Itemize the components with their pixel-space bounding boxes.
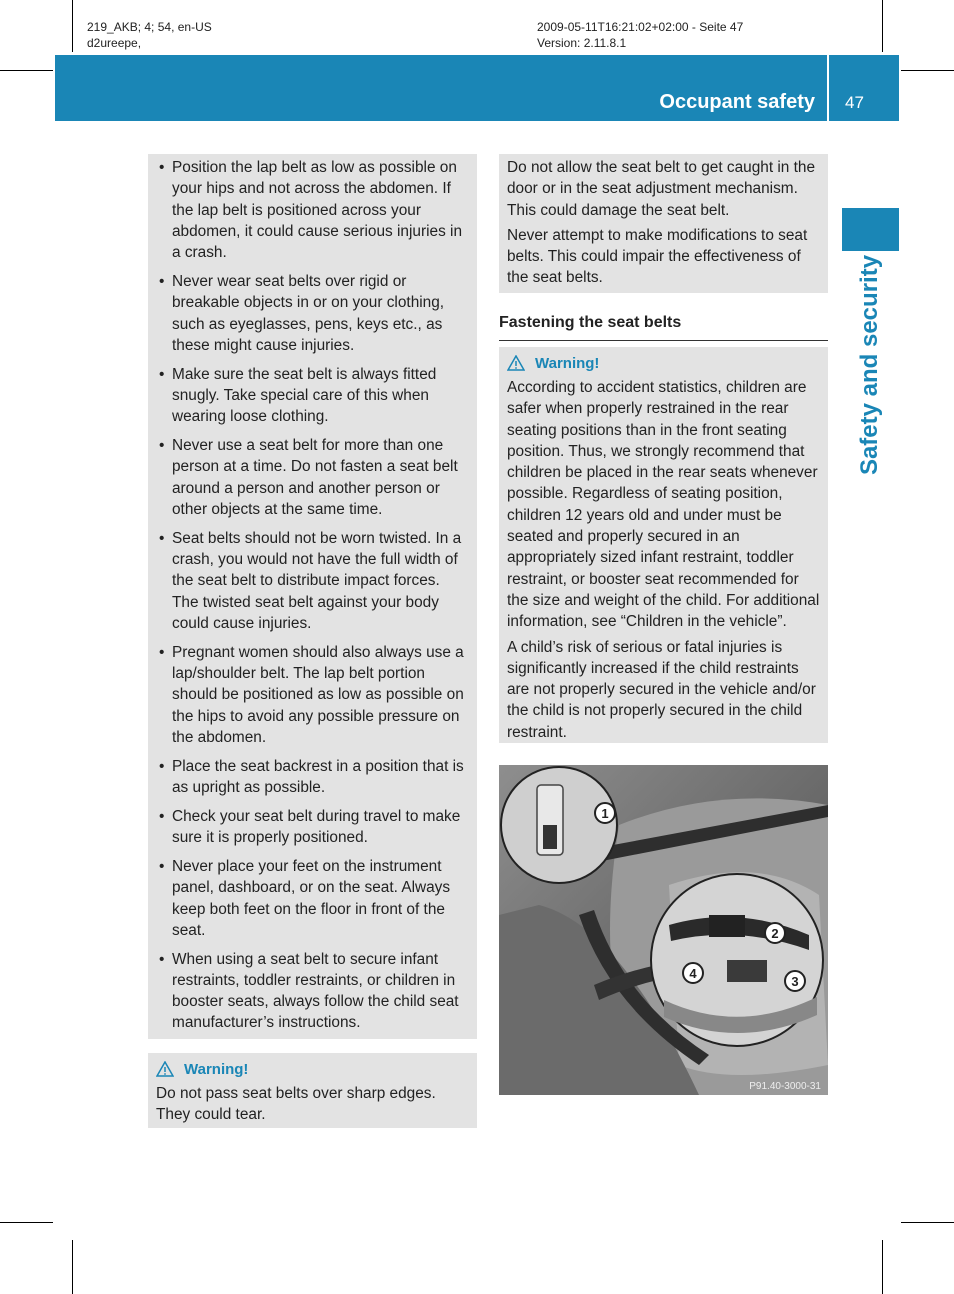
warning-text: Do not pass seat belts over sharp edges. They could tear. [156,1085,436,1124]
list-item: • When using a seat belt to secure infant restraints, toddler restraints, or children in booster seats, always follow the child seat manufacturer’s instructions. [159,950,459,1032]
crop-mark [882,0,883,52]
print-meta-left [87,19,212,51]
bullet-text: Seat belts should not be worn twisted. In a crash, you would not have the full width of the seat belt to distribute impact forces. The twisted seat belt against your body could cause injuries. [172,529,462,632]
list-item: • Place the seat backrest in a position that is as upright as possible. [159,757,464,797]
page-title: Occupant safety [659,91,815,113]
meta-line: 2009-05-11T16:21:02+02:00 - Seite 47 [537,20,744,34]
callout-3-icon [785,971,805,991]
warning-box [148,1053,477,1128]
list-item: • Position the lap belt as low as possible on your hips and not across the abdomen. If the lap belt is positioned across your abdomen, it could cause serious injuries in a crash. [159,159,463,262]
header-divider [827,55,829,121]
crop-mark [72,1240,73,1294]
crop-mark [72,0,73,52]
list-item: • Never wear seat belts over rigid or breakable objects in or on your clothing, such as eyeglasses, pens, keys etc., as these might cause injuries. [159,272,445,354]
bullet-text: When using a seat belt to secure infant restraints, toddler restraints, or children in booster seats, always follow the child seat manufacturer’s instructions. [172,950,459,1032]
warning-triangle-icon [156,1061,174,1077]
bullet-text: Position the lap belt as low as possible on your hips and not across the abdomen. If the lap belt is positioned across your abdomen, it could cause serious injuries in a crash. [172,159,463,262]
crop-mark [901,70,954,71]
meta-line: Version: 2.11.8.1 [537,36,627,50]
warning-label: Warning! [535,354,600,372]
callout-4-icon [683,963,703,983]
warning-heading [156,1058,469,1080]
page-number: 47 [845,93,864,112]
paragraph: Do not allow the seat belt to get caught in the door or in the seat adjustment mechanism. This could damage the seat belt. [507,159,816,219]
seat-belt-photo [499,765,828,1095]
safety-notes-box [148,154,477,1039]
child-warning-box [499,347,828,743]
warning-heading [507,352,820,374]
bullet-text: Never use a seat belt for more than one person at a time. Do not fasten a seat belt around a person and another person or other objects at the same time. [172,437,458,518]
section-heading: Fastening the seat belts [499,314,828,341]
list-item: • Pregnant women should also always use a lap/shoulder belt. The lap belt portion should be positioned as low as possible on the hips to avoid any possible pressure on the abdomen. [159,643,464,746]
warning-triangle-icon [507,355,525,371]
callout-number: 3 [791,974,799,989]
callout-2-icon [765,923,785,943]
bullet-text: Place the seat backrest in a position that is as upright as possible. [172,757,464,797]
list-item: • Never use a seat belt for more than one person at a time. Do not fasten a seat belt around a person and another person or other objects at the same time. [159,437,458,518]
callout-number: 2 [771,926,779,941]
bullet-text: Pregnant women should also always use a lap/shoulder belt. The lap belt portion should be positioned as low as possible on the hips to avoid any possible pressure on the abdomen. [172,643,464,746]
meta-line: d2ureepe, [87,36,142,50]
crop-mark [0,1222,53,1223]
list-item: • Never place your feet on the instrument panel, dashboard, or on the seat. Always keep both feet on the floor in front of the seat. [159,857,451,939]
image-code: P91.40-3000-31 [749,1081,821,1092]
crop-mark [901,1222,954,1223]
crop-mark [0,70,53,71]
bullet-text: Never place your feet on the instrument panel, dashboard, or on the seat. Always keep both feet on the floor in front of the seat. [172,857,451,939]
warning-label: Warning! [184,1060,249,1078]
bullet-text: Never wear seat belts over rigid or breakable objects in or on your clothing, such as eyeglasses, pens, keys etc., as these might cause injuries. [172,272,445,354]
crop-mark [882,1240,883,1294]
bullet-text: Make sure the seat belt is always fitted snugly. Take special care of this when wearing loose clothing. [172,365,437,426]
seat-belt-care-box [499,154,828,293]
section-tab-label: Safety and security [856,254,883,476]
print-meta-right [537,19,743,51]
paragraph: A child’s risk of serious or fatal injuries is significantly increased if the child restraints are not properly secured in the vehicle and/or the child is not properly secured in the child restraint. [507,638,816,741]
bullet-text: Check your seat belt during travel to make sure it is properly positioned. [172,807,461,847]
meta-line: 219_AKB; 4; 54, en-US [87,20,212,34]
paragraph: Never attempt to make modifications to seat belts. This could impair the effectiveness of the seat belts. [507,226,808,287]
list-item: • Make sure the seat belt is always fitted snugly. Take special care of this when wearing loose clothing. [159,365,437,426]
callout-1-icon [595,803,615,823]
header-bar [55,55,899,121]
callout-number: 4 [689,966,697,981]
paragraph: According to accident statistics, children are safer when properly restrained in the rear seating positions than in the front seating position. Thus, we strongly recommend that children be placed in the rear seats whenever possible. Regardless of seating position, children 12 years old and under must be seated and properly secured in an appropriately sized infant restraint, toddler restraint, or booster seat recommended for the size and weight of the child. For additional information, see “Children in the vehicle”. [507,379,820,631]
seat-belt-illustration [499,765,828,1095]
list-item: • Seat belts should not be worn twisted. In a crash, you would not have the full width of the seat belt to distribute impact forces. The twisted seat belt against your body could cause injuries. [159,529,462,632]
section-tab-marker [842,208,899,251]
callout-number: 1 [601,806,609,821]
list-item: • Check your seat belt during travel to make sure it is properly positioned. [159,807,461,847]
